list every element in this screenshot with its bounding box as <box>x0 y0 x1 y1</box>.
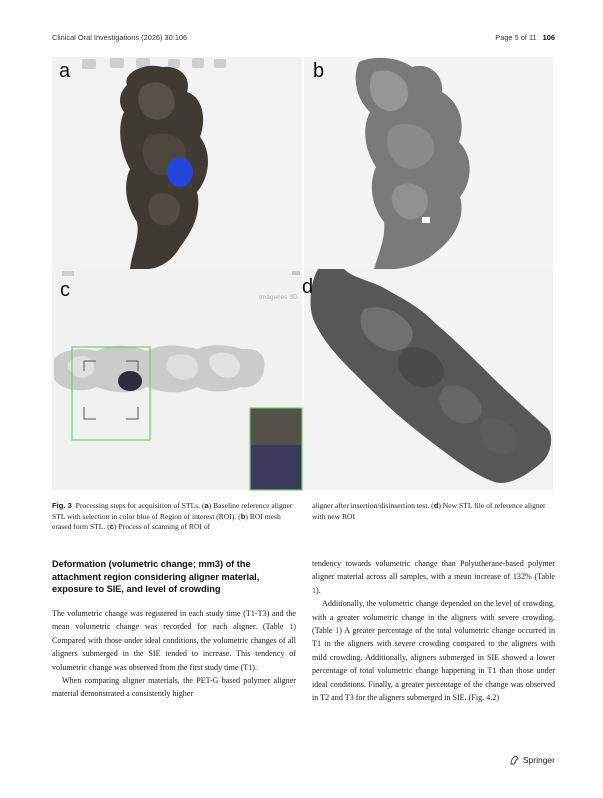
publisher-logo <box>510 755 555 765</box>
caption-text: ) Process of scanning of ROI of <box>114 522 211 531</box>
journal-header: Clinical Oral Investigations (2026) 30:106 <box>52 33 188 42</box>
table-1-link[interactable]: 1 <box>312 585 317 595</box>
panel-d-scan-image <box>304 269 553 490</box>
panel-a-scan-image <box>52 57 302 269</box>
caption-ref-d: d <box>433 501 439 510</box>
figure-caption-col2 <box>312 501 555 522</box>
section-heading: Deformation (volumetric change; mm3) of the attachment region considering aligner material, exposure to SIE, and level of crowding <box>52 559 260 594</box>
caption-text: Processing steps for acquisition of STLs. ( <box>75 501 205 510</box>
paragraph: Additionally, the volumetric change depended on the level of crowding, with a greater volumetric change in the aligners with severe crowding. (Table 1) A greater percentage of the total volumetric change occurred in T1 in the aligners with severe crowding compared to the aligners with mild crowding. Additionally, aligners submerged in SIE showed a lower percentage of total volumetric change happening in T1 than those under ideal conditions. Finally, a greater percentage of the change was observed in T2 and T3 for the aligners submerged in SIE. (Fig. 4.2) <box>312 599 555 703</box>
caption-text: ) Baseline reference aligner STL with selection in color blue of Region of interest (ROI). ( <box>52 501 293 521</box>
right-column <box>312 557 555 704</box>
article-number: 106 <box>542 33 555 42</box>
panel-b-scan-image <box>304 57 553 269</box>
table-1-link[interactable]: 1 <box>289 622 294 632</box>
caption-ref-c: c <box>109 522 115 531</box>
figure-label: Fig. 3 <box>52 501 72 510</box>
figure-caption-col1 <box>52 501 296 533</box>
panel-a-letter: a <box>59 60 71 82</box>
figure-panel-d <box>304 269 553 490</box>
panel-c-watermark: Imágenes 3D <box>259 294 298 301</box>
caption-ref-b: b <box>240 511 246 521</box>
figure-panel-b <box>304 57 553 269</box>
figure-panel-a <box>52 57 302 269</box>
panel-d-letter: d <box>302 276 314 298</box>
panel-b-letter: b <box>313 60 325 82</box>
caption-ref-a: a <box>204 501 209 510</box>
paragraph: tendency towards volumetric change than Polyutherane-based polymer aligner material across all samples, with a mean increase of 132% (Table 1). <box>312 559 555 595</box>
figure-panel-c <box>52 269 302 490</box>
paragraph: The volumetric change was registered in each study time (T1-T3) and the mean volumetric change was recorded for each aligner. (Table 1) Compared with those under ideal conditions, the volumetric changes of all aligners submerged in the SIE tended to increase. This tendency of volumetric change was observed from the first study time (T1). <box>52 609 296 672</box>
publisher-name: Springer <box>522 755 555 765</box>
left-column <box>52 607 296 701</box>
caption-text: ) ROI mesh erased form STL. ( <box>52 511 281 531</box>
caption-text: ) New STL file of reference aligner with new ROI <box>312 501 546 521</box>
table-1-link[interactable]: 1 <box>335 626 340 636</box>
caption-text: aligner after insertion/disinsertion test. ( <box>312 501 434 510</box>
page-label: Page 5 of 11 <box>495 33 537 42</box>
springer-horse-icon <box>510 755 520 765</box>
paragraph: When comparing aligner materials, the PET-G based polymer aligner material demonstrated a consistently higher <box>52 676 296 699</box>
page-header <box>495 33 555 42</box>
panel-c-letter: c <box>60 279 70 301</box>
panel-c-scan-image <box>52 269 302 490</box>
